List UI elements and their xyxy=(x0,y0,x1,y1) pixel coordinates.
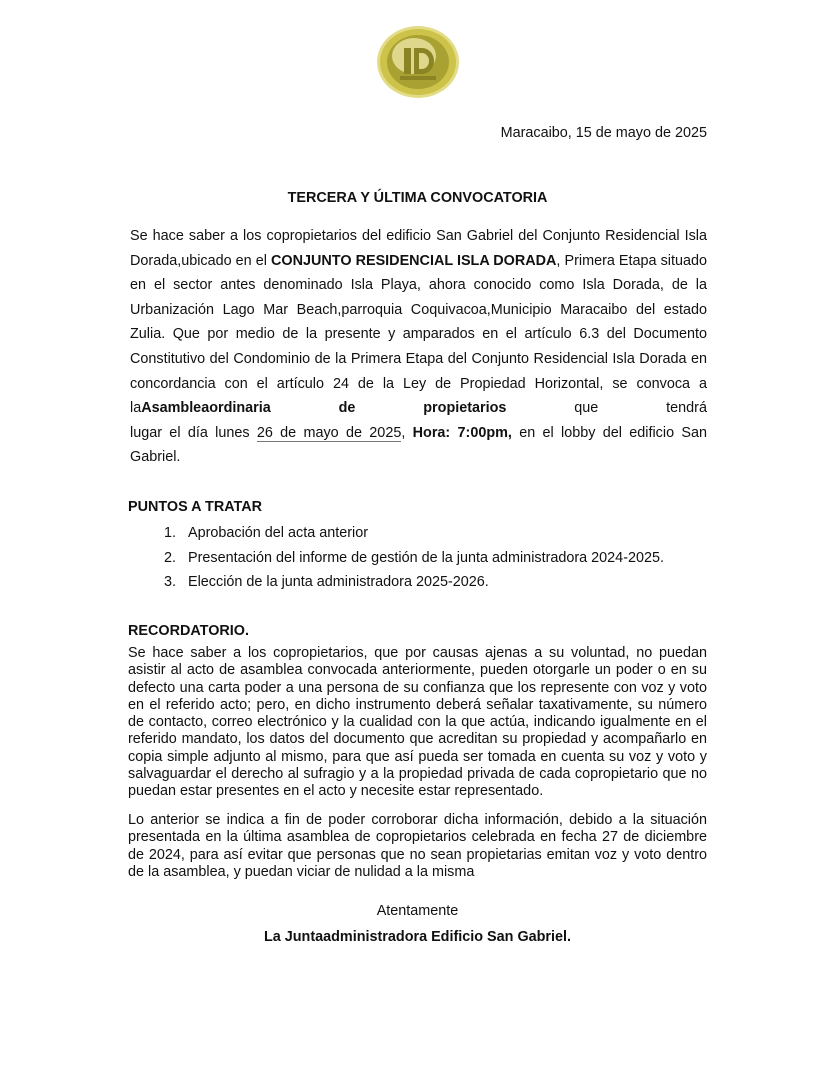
list-item-text: Aprobación del acta anterior xyxy=(188,525,368,541)
intro-text-start: Se hace saber a los copropietarios del edificio San Gabriel del Conjunto Residencial Isla Dorada,ubicado en el xyxy=(130,228,707,269)
meeting-separator: , xyxy=(401,424,413,441)
meeting-place-lead: lugar el día lunes xyxy=(130,424,257,441)
logo-base-bar xyxy=(400,76,436,80)
assembly-line xyxy=(130,396,707,421)
list-item xyxy=(128,546,664,571)
meeting-time: Hora: 7:00pm, xyxy=(412,424,512,441)
assembly-type: Asambleaordinaria xyxy=(141,400,271,417)
letter-title: TERCERA Y ÚLTIMA CONVOCATORIA xyxy=(287,190,548,206)
agenda-list xyxy=(128,521,664,595)
note-paragraph: Lo anterior se indica a fin de poder corroborar dicha información, debido a la situación presentada en la última asamblea de copropietarios celebrada en fecha 27 de diciembre de 2024, para así evitar que personas que no sean propietarias emitan voz y voto dentro de la asamblea, y puedan viciar de nulidad a la misma xyxy=(128,812,707,880)
list-item-number: 2. xyxy=(163,549,176,566)
list-item-number: 1. xyxy=(163,525,176,541)
intro-paragraph xyxy=(130,224,707,470)
list-item-text: Elección de la junta administradora 2025-2026. xyxy=(188,574,489,590)
letter-date: Maracaibo, 15 de mayo de 2025 xyxy=(500,125,707,141)
word-la: la xyxy=(130,400,142,417)
intro-justified-block xyxy=(130,224,707,396)
meeting-details xyxy=(130,421,707,470)
intro-text-body: , Primera Etapa situado en el sector antes denominado Isla Playa, ahora conocido como Isla Dorada, de la Urbanización Lago Mar Beach,parroquia Coquivacoa,Municipio Maracaibo del estado Zulia. Que por medio de la presente y amparados en el artículo 6.3 del Documento Constitutivo del Condominio de la Primera Etapa del Conjunto Residencial Isla Dorada en concordancia con el artículo 24 de la Ley de Propiedad Horizontal, se convoca a xyxy=(130,252,708,392)
signature: La Juntaadministradora Edificio San Gabriel. xyxy=(263,929,572,945)
assembly-line-start xyxy=(130,396,271,421)
meeting-location: en el lobby del edificio San Gabriel. xyxy=(130,424,707,466)
reminder-heading: RECORDATORIO. xyxy=(128,623,249,639)
list-item xyxy=(128,570,664,595)
list-item xyxy=(128,521,664,546)
word-de: de xyxy=(338,400,356,417)
meeting-date: 26 de mayo de 2025 xyxy=(256,424,402,441)
list-item-number: 3. xyxy=(163,574,176,590)
word-propietarios: propietarios xyxy=(423,400,507,417)
word-tendra: tendrá xyxy=(666,400,707,417)
points-heading: PUNTOS A TRATAR xyxy=(128,499,263,515)
logo-letter-i xyxy=(404,48,411,74)
list-item-text: Presentación del informe de gestión de la junta administradora 2024-2025. xyxy=(188,549,664,566)
closing-greeting: Atentamente xyxy=(376,903,459,919)
reminder-paragraph: Se hace saber a los copropietarios, que por causas ajenas a su voluntad, no puedan asistir al acto de asamblea convocada anteriormente, pueden otorgarle un poder o en su defecto una carta poder a una persona de su confianza que los represente con voz y voto en el referido acto; pero, en dicho instrumento deberá señalar taxativamente, su número de contacto, correo electrónico y la cualidad con la que actúa, indicando igualmente en el referido mandato, los datos del documento que acreditan su propiedad y acompañarlo en copia simple adjunto al mismo, para que así pueda ser tomada en cuenta su voz y voto y salvaguardar el derecho al sufragio y a la propiedad privada de cada copropietario que no puedan estar presentes en el acto y necesite estar representado. xyxy=(128,645,707,800)
complex-name: CONJUNTO RESIDENCIAL ISLA DORADA xyxy=(271,252,557,269)
isla-dorada-logo xyxy=(374,24,462,100)
word-que: que xyxy=(574,400,599,417)
